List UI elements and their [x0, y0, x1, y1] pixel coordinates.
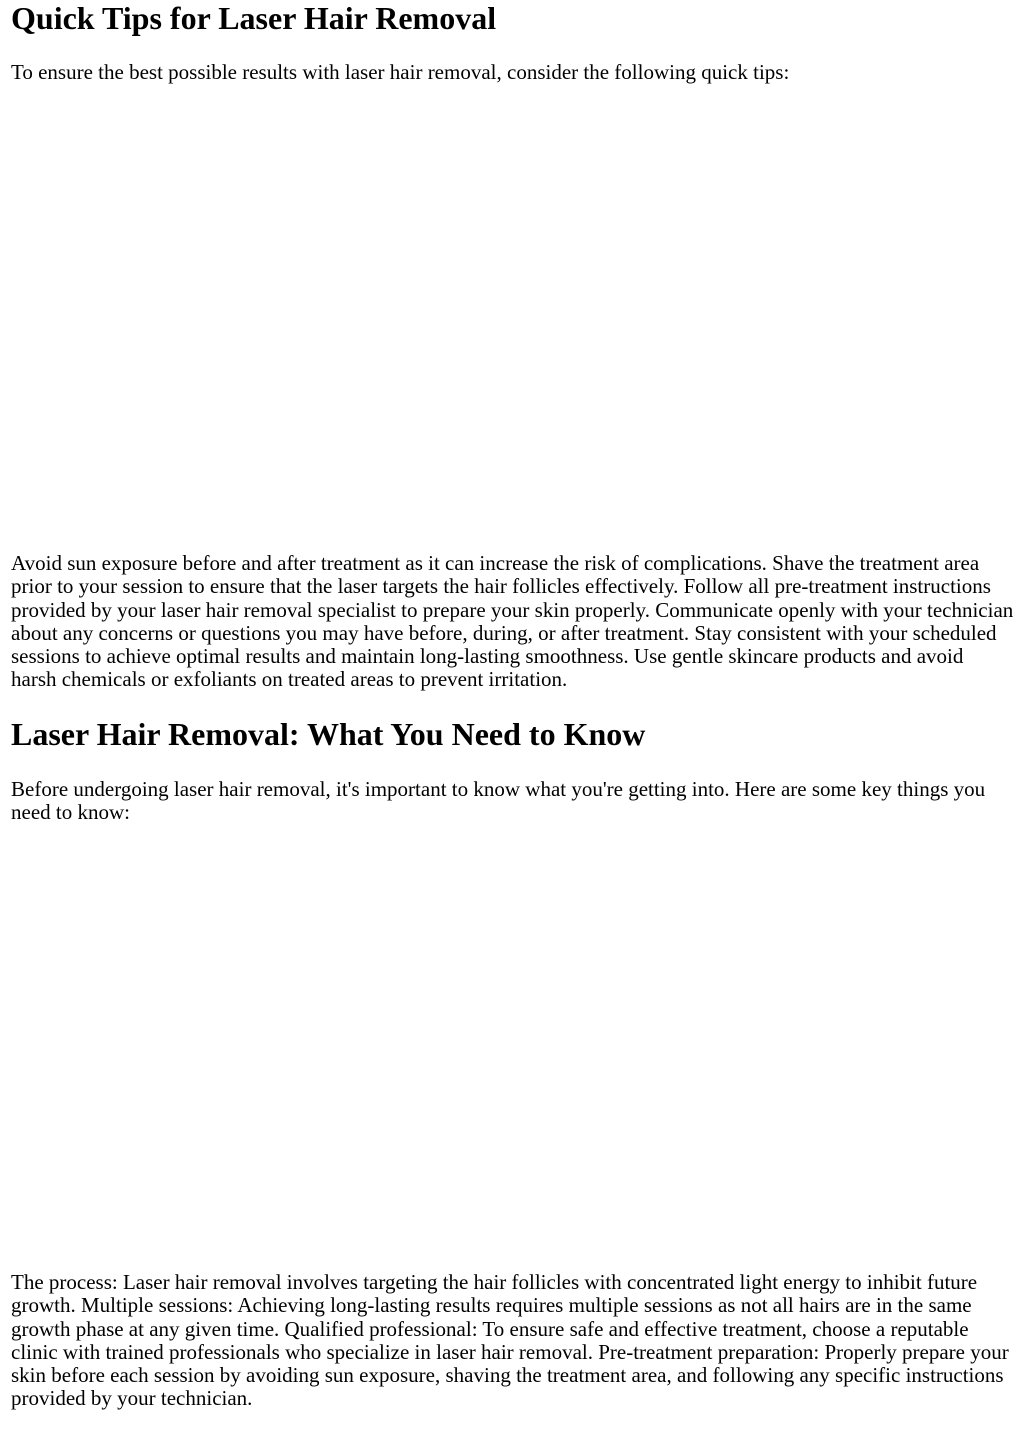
section-heading-quick-tips: Quick Tips for Laser Hair Removal — [11, 0, 497, 36]
section-intro-what-to-know: Before undergoing laser hair removal, it's important to know what you're getting into. Here are some key things you need to know: — [11, 777, 986, 825]
blank-image-area — [11, 836, 1014, 1266]
key-facts-paragraph: The process: Laser hair removal involves targeting the hair follicles with concentrated light energy to inhibit future growth. Multiple sessions: Achieving long-lasting results requires multiple sessions as not all hairs are in the same growth phase at any given time. Qualified professional: To ensure safe and effective treatment, choose a reputable clinic with trained professionals who specialize in laser hair removal. Pre-treatment preparation: Properly prepare your skin before each session by avoiding sun exposure, shaving the treatment area, and following any specific instructions provided by your technician. — [11, 1270, 1009, 1411]
section-heading-what-to-know: Laser Hair Removal: What You Need to Know — [11, 716, 646, 752]
section-intro-quick-tips: To ensure the best possible results with laser hair removal, consider the following quick tips: — [11, 60, 790, 84]
tips-paragraph: Avoid sun exposure before and after treatment as it can increase the risk of complications. Shave the treatment area prior to your session to ensure that the laser targets the hair follicles effectively. Follow all pre-treatment instructions provided by your laser hair removal specialist to prepare your skin properly. Communicate openly with your technician about any concerns or questions you may have before, during, or after treatment. Stay consistent with your scheduled sessions to achieve optimal results and maintain long-lasting smoothness. Use gentle skincare products and avoid harsh chemicals or exfoliants on treated areas to prevent irritation. — [11, 551, 1014, 692]
blank-image-area — [11, 96, 1014, 546]
